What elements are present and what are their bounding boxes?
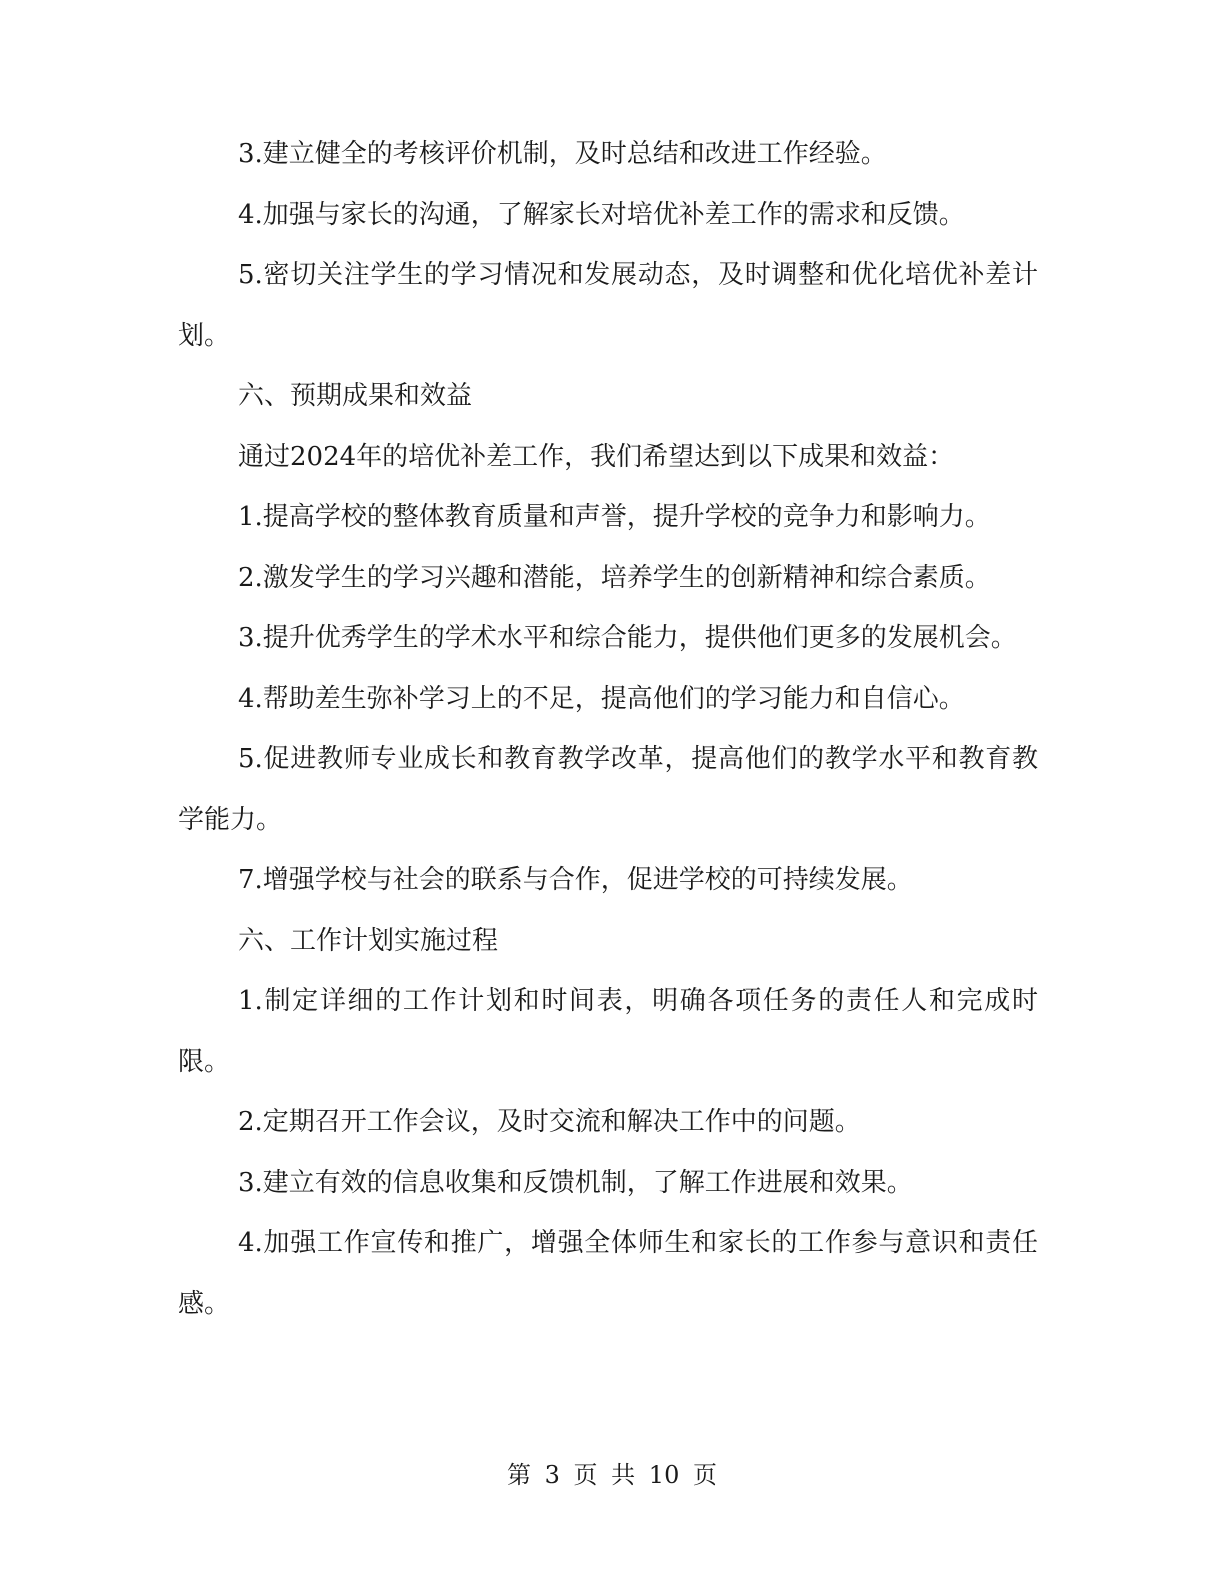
paragraph: 3.建立健全的考核评价机制，及时总结和改进工作经验。 bbox=[238, 139, 887, 169]
paragraph: 3.提升优秀学生的学术水平和综合能力，提供他们更多的发展机会。 bbox=[238, 623, 1017, 653]
paragraph: 5.密切关注学生的学习情况和发展动态，及时调整和优化培优补差计划。 bbox=[178, 260, 1038, 351]
paragraph: 3.建立有效的信息收集和反馈机制，了解工作进展和效果。 bbox=[238, 1167, 913, 1198]
paragraph: 2.定期召开工作会议，及时交流和解决工作中的问题。 bbox=[238, 1107, 861, 1137]
document-body bbox=[178, 124, 1038, 1334]
paragraph: 7.增强学校与社会的联系与合作，促进学校的可持续发展。 bbox=[238, 865, 913, 895]
paragraph: 1.制定详细的工作计划和时间表，明确各项任务的责任人和完成时限。 bbox=[178, 986, 1038, 1077]
section-heading: 六、工作计划实施过程 bbox=[238, 925, 499, 956]
page-number-footer: 第 3 页 共 10 页 bbox=[507, 1461, 717, 1489]
paragraph: 5.促进教师专业成长和教育教学改革，提高他们的教学水平和教育教学能力。 bbox=[178, 744, 1038, 835]
paragraph: 4.加强工作宣传和推广，增强全体师生和家长的工作参与意识和责任感。 bbox=[178, 1228, 1038, 1319]
paragraph: 2.激发学生的学习兴趣和潜能，培养学生的创新精神和综合素质。 bbox=[238, 562, 991, 593]
section-heading: 六、预期成果和效益 bbox=[238, 381, 473, 411]
paragraph: 4.加强与家长的沟通，了解家长对培优补差工作的需求和反馈。 bbox=[238, 199, 965, 230]
paragraph: 1.提高学校的整体教育质量和声誉，提升学校的竞争力和影响力。 bbox=[238, 502, 991, 532]
paragraph: 4.帮助差生弥补学习上的不足，提高他们的学习能力和自信心。 bbox=[238, 683, 965, 714]
paragraph: 通过2024年的培优补差工作，我们希望达到以下成果和效益： bbox=[238, 441, 955, 472]
